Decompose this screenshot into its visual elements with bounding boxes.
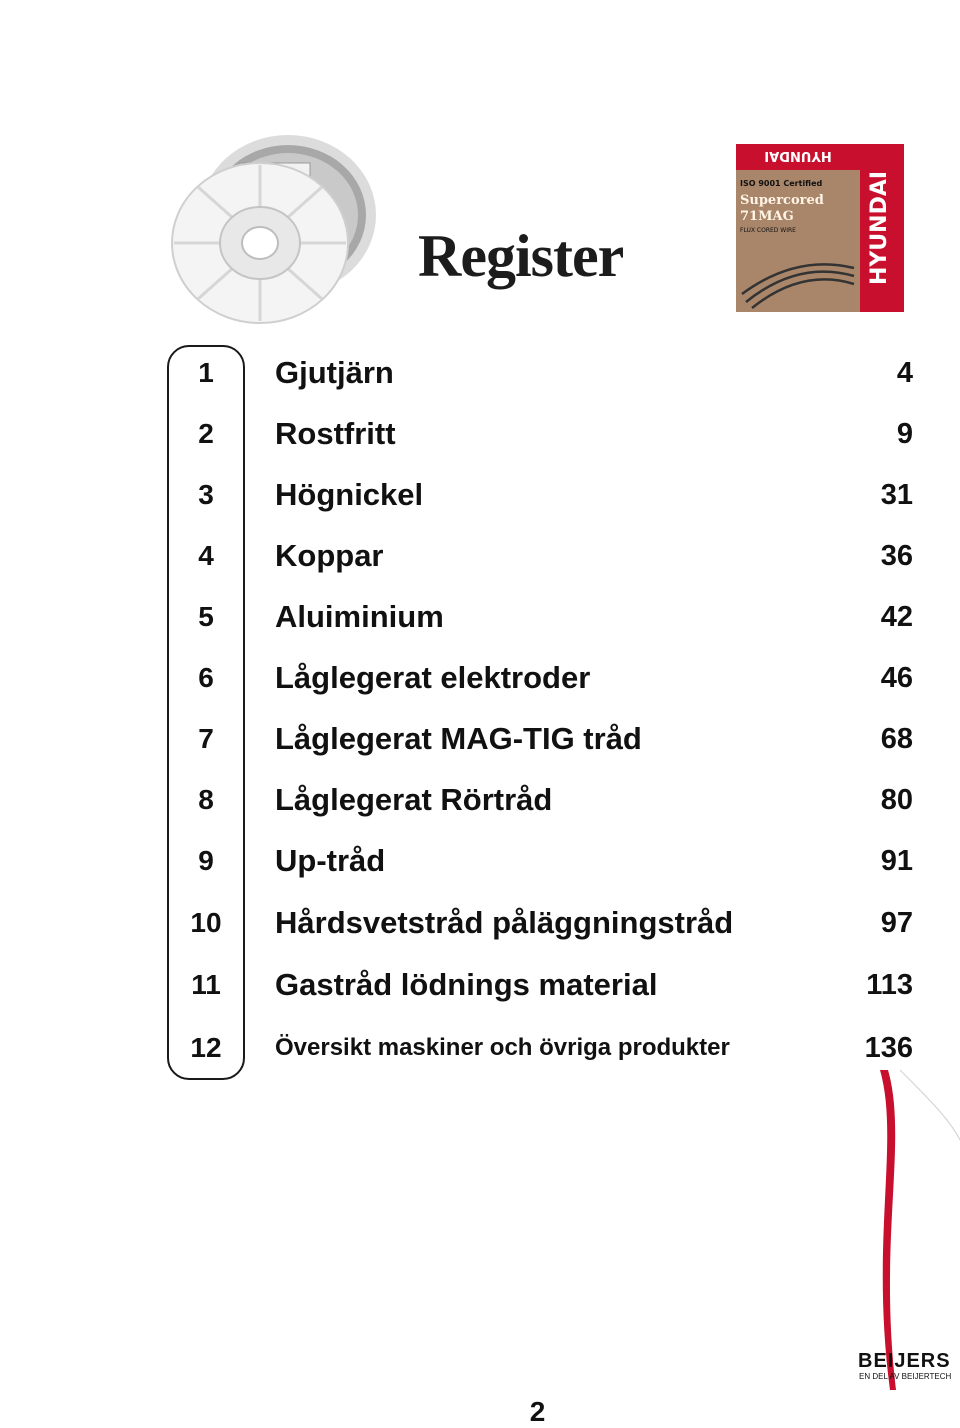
box-brand-top: HYUNDAI <box>764 148 832 163</box>
toc-page-number: 4 <box>896 357 913 389</box>
toc-chapter-title: Låglegerat elektroder <box>275 660 591 695</box>
toc-row[interactable] <box>0 597 960 637</box>
box-brand-side: HYUNDAI <box>867 170 892 286</box>
chapter-number-bracket <box>167 345 245 1080</box>
box-name-line2: 71MAG <box>740 209 794 224</box>
toc-chapter-title: Up-tråd <box>275 843 386 878</box>
box-name-line1: Supercored <box>740 193 824 208</box>
toc-chapter-title: Koppar <box>275 538 384 573</box>
red-swoosh-decoration <box>860 1060 960 1400</box>
beijers-logo <box>858 1350 954 1384</box>
toc-chapter-title: Högnickel <box>275 477 424 512</box>
toc-chapter-number: 5 <box>198 601 214 632</box>
toc-chapter-number: 7 <box>198 723 214 754</box>
wire-spool-image <box>170 125 380 325</box>
toc-row[interactable] <box>0 658 960 698</box>
page-title: Register <box>418 223 624 289</box>
toc-row[interactable] <box>0 1028 960 1068</box>
box-cert: ISO 9001 Certified <box>740 179 823 188</box>
toc-page-number: 91 <box>880 845 913 877</box>
toc-page-number: 36 <box>880 540 913 572</box>
toc-chapter-number: 4 <box>198 540 214 571</box>
toc-page-number: 136 <box>864 1032 913 1064</box>
toc-page-number: 68 <box>880 723 913 755</box>
toc-page-number: 97 <box>880 907 913 939</box>
toc-chapter-title: Gjutjärn <box>275 355 394 390</box>
toc-row[interactable] <box>0 353 960 393</box>
logo-name: BEIJERS <box>858 1350 951 1372</box>
toc-chapter-title: Gastråd lödnings material <box>275 967 658 1002</box>
toc-chapter-number: 6 <box>198 662 214 693</box>
toc-row[interactable] <box>0 475 960 515</box>
box-type: FLUX CORED WIRE <box>740 227 796 234</box>
toc-chapter-title: Låglegerat MAG-TIG tråd <box>275 721 642 756</box>
toc-page-number: 113 <box>866 969 913 1001</box>
toc-row[interactable] <box>0 903 960 943</box>
toc-page-number: 80 <box>880 784 913 816</box>
toc-row[interactable] <box>0 719 960 759</box>
toc-chapter-number: 1 <box>198 357 214 388</box>
toc-chapter-title: Aluiminium <box>275 599 444 634</box>
toc-chapter-number: 3 <box>198 479 214 510</box>
toc-page-number: 31 <box>880 479 913 511</box>
toc-page-number: 42 <box>880 601 913 633</box>
toc-row[interactable] <box>0 841 960 881</box>
toc-row[interactable] <box>0 414 960 454</box>
toc-chapter-number: 11 <box>191 969 221 1000</box>
toc-chapter-number: 9 <box>198 845 214 876</box>
toc-chapter-number: 12 <box>190 1032 222 1063</box>
toc-chapter-number: 2 <box>198 418 214 449</box>
toc-row[interactable] <box>0 780 960 820</box>
logo-tagline: EN DEL AV BEIJERTECH <box>859 1372 952 1381</box>
toc-row[interactable] <box>0 536 960 576</box>
hyundai-wire-box-image <box>736 144 904 312</box>
toc-chapter-title: Översikt maskiner och övriga produkter <box>275 1034 730 1061</box>
toc-page-number: 46 <box>880 662 913 694</box>
toc-chapter-number: 10 <box>190 907 222 938</box>
toc-chapter-title: Låglegerat Rörtråd <box>275 782 553 817</box>
toc-chapter-number: 8 <box>198 784 214 815</box>
page-number: 2 <box>529 1396 546 1427</box>
toc-chapter-title: Hårdsvetstråd påläggningstråd <box>275 905 734 940</box>
toc-row[interactable] <box>0 965 960 1005</box>
toc-page-number: 9 <box>896 418 913 450</box>
toc-chapter-title: Rostfritt <box>275 416 396 451</box>
